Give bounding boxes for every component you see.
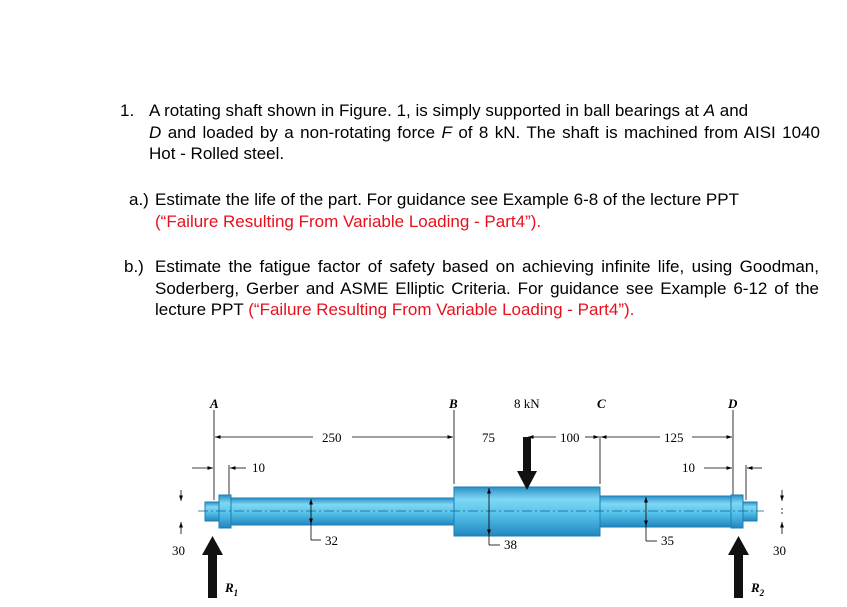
dim-left-shoulder: 10 xyxy=(252,460,265,475)
shaft-left-end xyxy=(205,502,219,521)
dim-ab: 250 xyxy=(322,430,342,445)
reaction-label-right: $R_2$ xyxy=(751,580,765,598)
dia-right: 35 xyxy=(661,533,674,548)
shaft-right-section xyxy=(600,496,731,527)
point-label-a: A xyxy=(210,396,219,411)
shaft-left-section xyxy=(231,498,454,525)
part-b-reference: (“Failure Resulting From Variable Loading - Part4”). xyxy=(248,300,635,319)
dia-right-end: 30 xyxy=(773,543,786,558)
shaft-middle-section xyxy=(454,487,600,536)
shaft-right-end xyxy=(743,502,757,521)
reaction-arrow-left xyxy=(202,536,223,598)
part-a-text: Estimate the life of the part. For guidance see Example 6-8 of the lecture PPT xyxy=(155,190,739,209)
point-label-c: C xyxy=(597,396,606,411)
dim-step-c: 100 xyxy=(560,430,580,445)
part-a-label: a.) xyxy=(129,190,149,209)
load-label: 8 kN xyxy=(514,396,540,411)
part-b-label: b.) xyxy=(124,257,144,276)
dim-c-d: 125 xyxy=(664,430,684,445)
reaction-arrow-right xyxy=(728,536,749,598)
dia-middle: 38 xyxy=(504,537,517,552)
dia-left-end: 30 xyxy=(172,543,185,558)
problem-number: 1. xyxy=(120,101,135,120)
shaft-right-shoulder xyxy=(731,495,743,528)
load-arrow xyxy=(517,437,537,490)
dia-left: 32 xyxy=(325,533,338,548)
part-b-text: Estimate the fatigue factor of safety based on achieving infinite life, using Goodman, Soderberg, Gerber and ASME Elliptic Criteria. For guidance see Example 6-12 of the lecture PPT xyxy=(155,257,819,319)
point-label-b: B xyxy=(449,396,458,411)
dim-right-shoulder: 10 xyxy=(682,460,695,475)
shaft-left-shoulder xyxy=(219,495,231,528)
part-a-reference: (“Failure Resulting From Variable Loading - Part4”). xyxy=(155,211,542,231)
problem-body: A rotating shaft shown in Figure. 1, is simply supported in ball bearings at A and D and loaded by a non-rotating force F of 8 kN. The shaft is machined from AISI 1040 Hot - Rolled steel. xyxy=(149,101,820,163)
shaft xyxy=(198,487,764,536)
reaction-label-left: $R_1$ xyxy=(225,580,239,598)
point-label-d: D xyxy=(728,396,738,411)
dim-b-step: 75 xyxy=(482,430,495,445)
